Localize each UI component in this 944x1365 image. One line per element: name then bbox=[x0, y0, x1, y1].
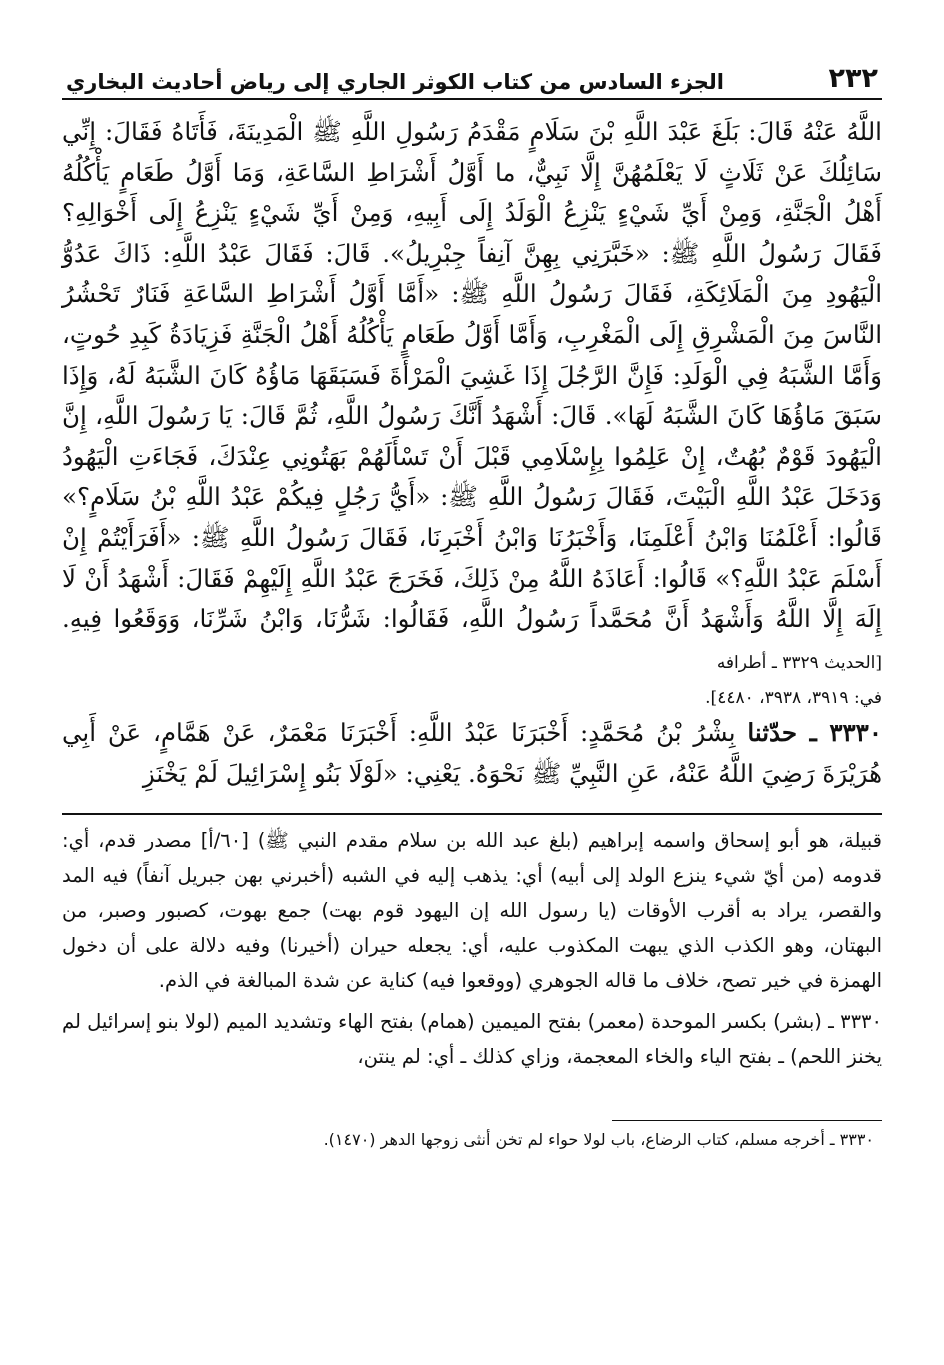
hadith-3330-text: بِشْرُ بْنُ مُحَمَّدٍ: أَخْبَرَنَا عَبْدُ اللَّهِ: أَخْبَرَنَا مَعْمَرٌ، عَنْ هَمَّامٍ، عَنْ أَبِي هُرَيْرَةَ رَضِيَ اللَّهُ عَنْهُ، عَنِ النَّبِيِّ ﷺ نَحْوَهُ. يَعْنِي: «لَوْلَا بَنُو إِسْرَائِيلَ لَمْ يَخْنَزِ bbox=[62, 718, 882, 788]
footnote-divider bbox=[612, 1120, 882, 1121]
hadith-3329-text: اللَّهُ عَنْهُ قَالَ: بَلَغَ عَبْدَ اللَّهِ بْنَ سَلَامٍ مَقْدَمُ رَسُولِ اللَّهِ ﷺ الْمَدِينَةَ، فَأَتَاهُ فَقَالَ: إِنِّي سَائِلُكَ عَنْ ثَلَاثٍ لَا يَعْلَمُهُنَّ إِلَّا نَبِيٌّ، ما أَوَّلُ أَشْرَاطِ السَّاعَةِ، وَمَا أَوَّلُ طَعَامٍ يَأْكُلُهُ أَهْلُ الْجَنَّةِ، وَمِنْ أَيِّ شَيْءٍ يَنْزِعُ الْوَلَدُ إِلَى أَبِيهِ، وَمِنْ أَيِّ شَيْءٍ يَنْزِعُ إِلَى أَخْوَالِهِ؟ فَقَالَ رَسُولُ اللَّهِ ﷺ: «خَبَّرَنِي بِهِنَّ آنِفاً جِبْرِيلُ». قَالَ: فَقَالَ عَبْدُ اللَّهِ: ذَاكَ عَدُوُّ الْيَهُودِ مِنَ الْمَلَائِكَةِ، فَقَالَ رَسُولُ اللَّهِ ﷺ: «أَمَّا أَوَّلُ أَشْرَاطِ السَّاعَةِ فَنَارٌ تَحْشُرُ النَّاسَ مِنَ الْمَشْرِقِ إِلَى الْمَغْرِبِ، وَأَمَّا أَوَّلُ طَعَامٍ يَأْكُلُهُ أَهْلُ الْجَنَّةِ فَزِيَادَةُ كَبِدِ حُوتٍ، وَأَمَّا الشَّبَهُ فِي الْوَلَدِ: فَإِنَّ الرَّجُلَ إِذَا غَشِيَ الْمَرْأَةَ فَسَبَقَهَا مَاؤُهُ كَانَ الشَّبَهُ لَهُ، وَإِذَا سَبَقَ مَاؤُهَا كَانَ الشَّبَهُ لَهَا». قَالَ: أَشْهَدُ أَنَّكَ رَسُولُ اللَّهِ، ثُمَّ قَالَ: يَا رَسُولَ اللَّهِ، إِنَّ الْيَهُودَ قَوْمٌ بُهُتٌ، إِنْ عَلِمُوا بِإِسْلَامِي قَبْلَ أَنْ تَسْأَلَهُمْ بَهَتُونِي عِنْدَكَ، فَجَاءَتِ الْيَهُودُ وَدَخَلَ عَبْدُ اللَّهِ الْبَيْتَ، فَقَالَ رَسُولُ اللَّهِ ﷺ: «أَيُّ رَجُلٍ فِيكُمْ عَبْدُ اللَّهِ بْنُ سَلَامٍ؟» قَالُوا: أَعْلَمُنَا وَابْنُ أَعْلَمِنَا، وَأَخْبَرُنَا وَابْنُ أَخْبَرِنَا، فَقَالَ رَسُولُ اللَّهِ ﷺ: «أَفَرَأَيْتُمْ إِنْ أَسْلَمَ عَبْدُ اللَّهِ؟» قَالُوا: أَعَاذَهُ اللَّهُ مِنْ ذَلِكَ، فَخَرَجَ عَبْدُ اللَّهِ إِلَيْهِمْ فَقَالَ: أَشْهَدُ أَنْ لَا إِلَهَ إِلَّا اللَّهُ وَأَشْهَدُ أَنَّ مُحَمَّداً رَسُولُ اللَّهِ، فَقَالُوا: شَرُّنَا، وَابْنُ شَرِّنَا، وَوَقَعُوا فِيهِ. bbox=[62, 117, 882, 634]
hadith-text-block bbox=[62, 112, 882, 795]
hadith-3329-paragraph bbox=[62, 112, 882, 683]
running-header bbox=[62, 56, 882, 100]
hadith-3330-number: ٣٣٣٠ ـ حدّثنا bbox=[747, 718, 882, 748]
commentary-divider bbox=[62, 813, 882, 815]
book-page bbox=[62, 56, 882, 1153]
commentary-paragraph-1: قبيلة، هو أبو إسحاق واسمه إبراهيم (بلغ عبد الله بن سلام مقدم النبي ﷺ) [٦٠/أ] مصدر قدم، أي: قدومه (من أيّ شيء ينزع الولد إلى أبيه) أي: يذهب إليه في الشبه (أخبرني بهن جبريل آنفاً) فيه المد والقصر، يراد به أقرب الأوقات (يا رسول الله إن اليهود قوم بهت) جمع بهوت، كصبور وصبر، من البهتان، وهو الكذب الذي يبهت المكذوب عليه، أي: يجعله حيران (أخيرنا) وفيه دلالة على أن دخول الهمزة في خير تصح، خلاف ما قاله الجوهري (ووقعوا فيه) كناية عن شدة المبالغة في الذم. bbox=[62, 828, 882, 992]
page-number: ٢٣٢ bbox=[828, 63, 878, 94]
header-title: الجزء السادس من كتاب الكوثر الجاري إلى رياض أحاديث البخاري bbox=[66, 70, 724, 94]
hadith-3330-paragraph bbox=[62, 713, 882, 794]
footnote: ٣٣٣٠ ـ أخرجه مسلم، كتاب الرضاع، باب لولا حواء لم تخن أنثى زوجها الدهر (١٤٧٠). bbox=[323, 1129, 874, 1149]
hadith-3329-reference-continued: في: ٣٩١٩، ٣٩٣٨، ٤٤٨٠]. bbox=[705, 688, 882, 709]
commentary-paragraph-2: ٣٣٣٠ ـ (بشر) بكسر الموحدة (معمر) بفتح الميمين (همام) بفتح الهاء وتشديد الميم (لولا بنو إسرائيل لم يخنز اللحم) ـ بفتح الياء والخاء المعجمة، وزاي كذلك ـ أي: لم ينتن، bbox=[62, 1009, 882, 1068]
hadith-3329-reference: [الحديث ٣٣٢٩ ـ أطرافه bbox=[716, 652, 882, 673]
commentary-block bbox=[62, 823, 882, 1074]
